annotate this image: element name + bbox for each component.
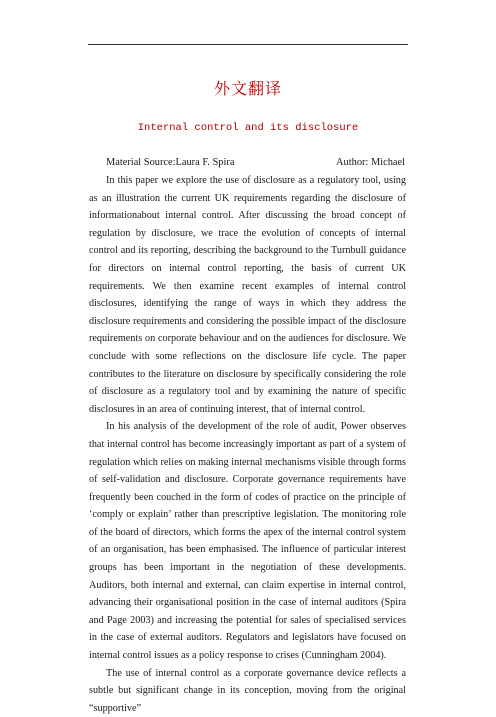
source-line — [106, 156, 405, 170]
document-title: 外文翻译 — [213, 79, 282, 98]
header-rule — [88, 44, 408, 45]
paragraph-2: In his analysis of the development of the role of audit, Power observes that internal control has become increasingly important as part of a system of regulation which relies on making internal mechanisms visible through forms of self-validation and disclosure. Corporate governance requirements have frequently been couched in the form of codes of practice on the principle of ‘comply or explain’ rather than prescriptive legislation. The monitoring role of the board of directors, which forms the apex of the internal control system of an organisation, has been emphasised. The influence of particular interest groups has been important in the negotiation of these developments. Auditors, both internal and external, can claim expertise in internal control, advancing their organisational position in the case of internal auditors (Spira and Page 2003) and increasing the potential for sales of specialised services in the case of external auditors. Regulators and legislators have focused on internal control issues as a policy response to crises (Cunningham 2004). — [89, 421, 406, 662]
author-name: Author: Michael — [336, 157, 405, 168]
material-source: Material Source:Laura F. Spira — [106, 157, 235, 168]
document-subtitle: Internal control and its disclosure — [137, 122, 359, 134]
paragraph-1: In this paper we explore the use of disclosure as a regulatory tool, using as an illustration the current UK requirements regarding the disclosure of informationabout internal control. After discussing the broad concept of regulation by disclosure, we trace the evolution of concepts of internal control and its reporting, describing the background to the Turnbull guidance for directors on internal control reporting, the basis of current UK requirements. We then examine recent examples of internal control disclosures, identifying the range of ways in which they address the disclosure requirements and considering the possible impact of the disclosure requirements on corporate behaviour and on the audiences for disclosure. We conclude with some reflections on the disclosure life cycle. The paper contributes to the literature on disclosure by specifically considering the role of disclosure as a regulatory tool and by examining the nature of specific disclosures in an area of continuing interest, that of internal control. — [89, 175, 406, 415]
paragraph-3: The use of internal control as a corporate governance device reflects a subtle but significant change in its conception, moving from the original “supportive” — [89, 667, 406, 714]
document-body — [89, 172, 406, 717]
